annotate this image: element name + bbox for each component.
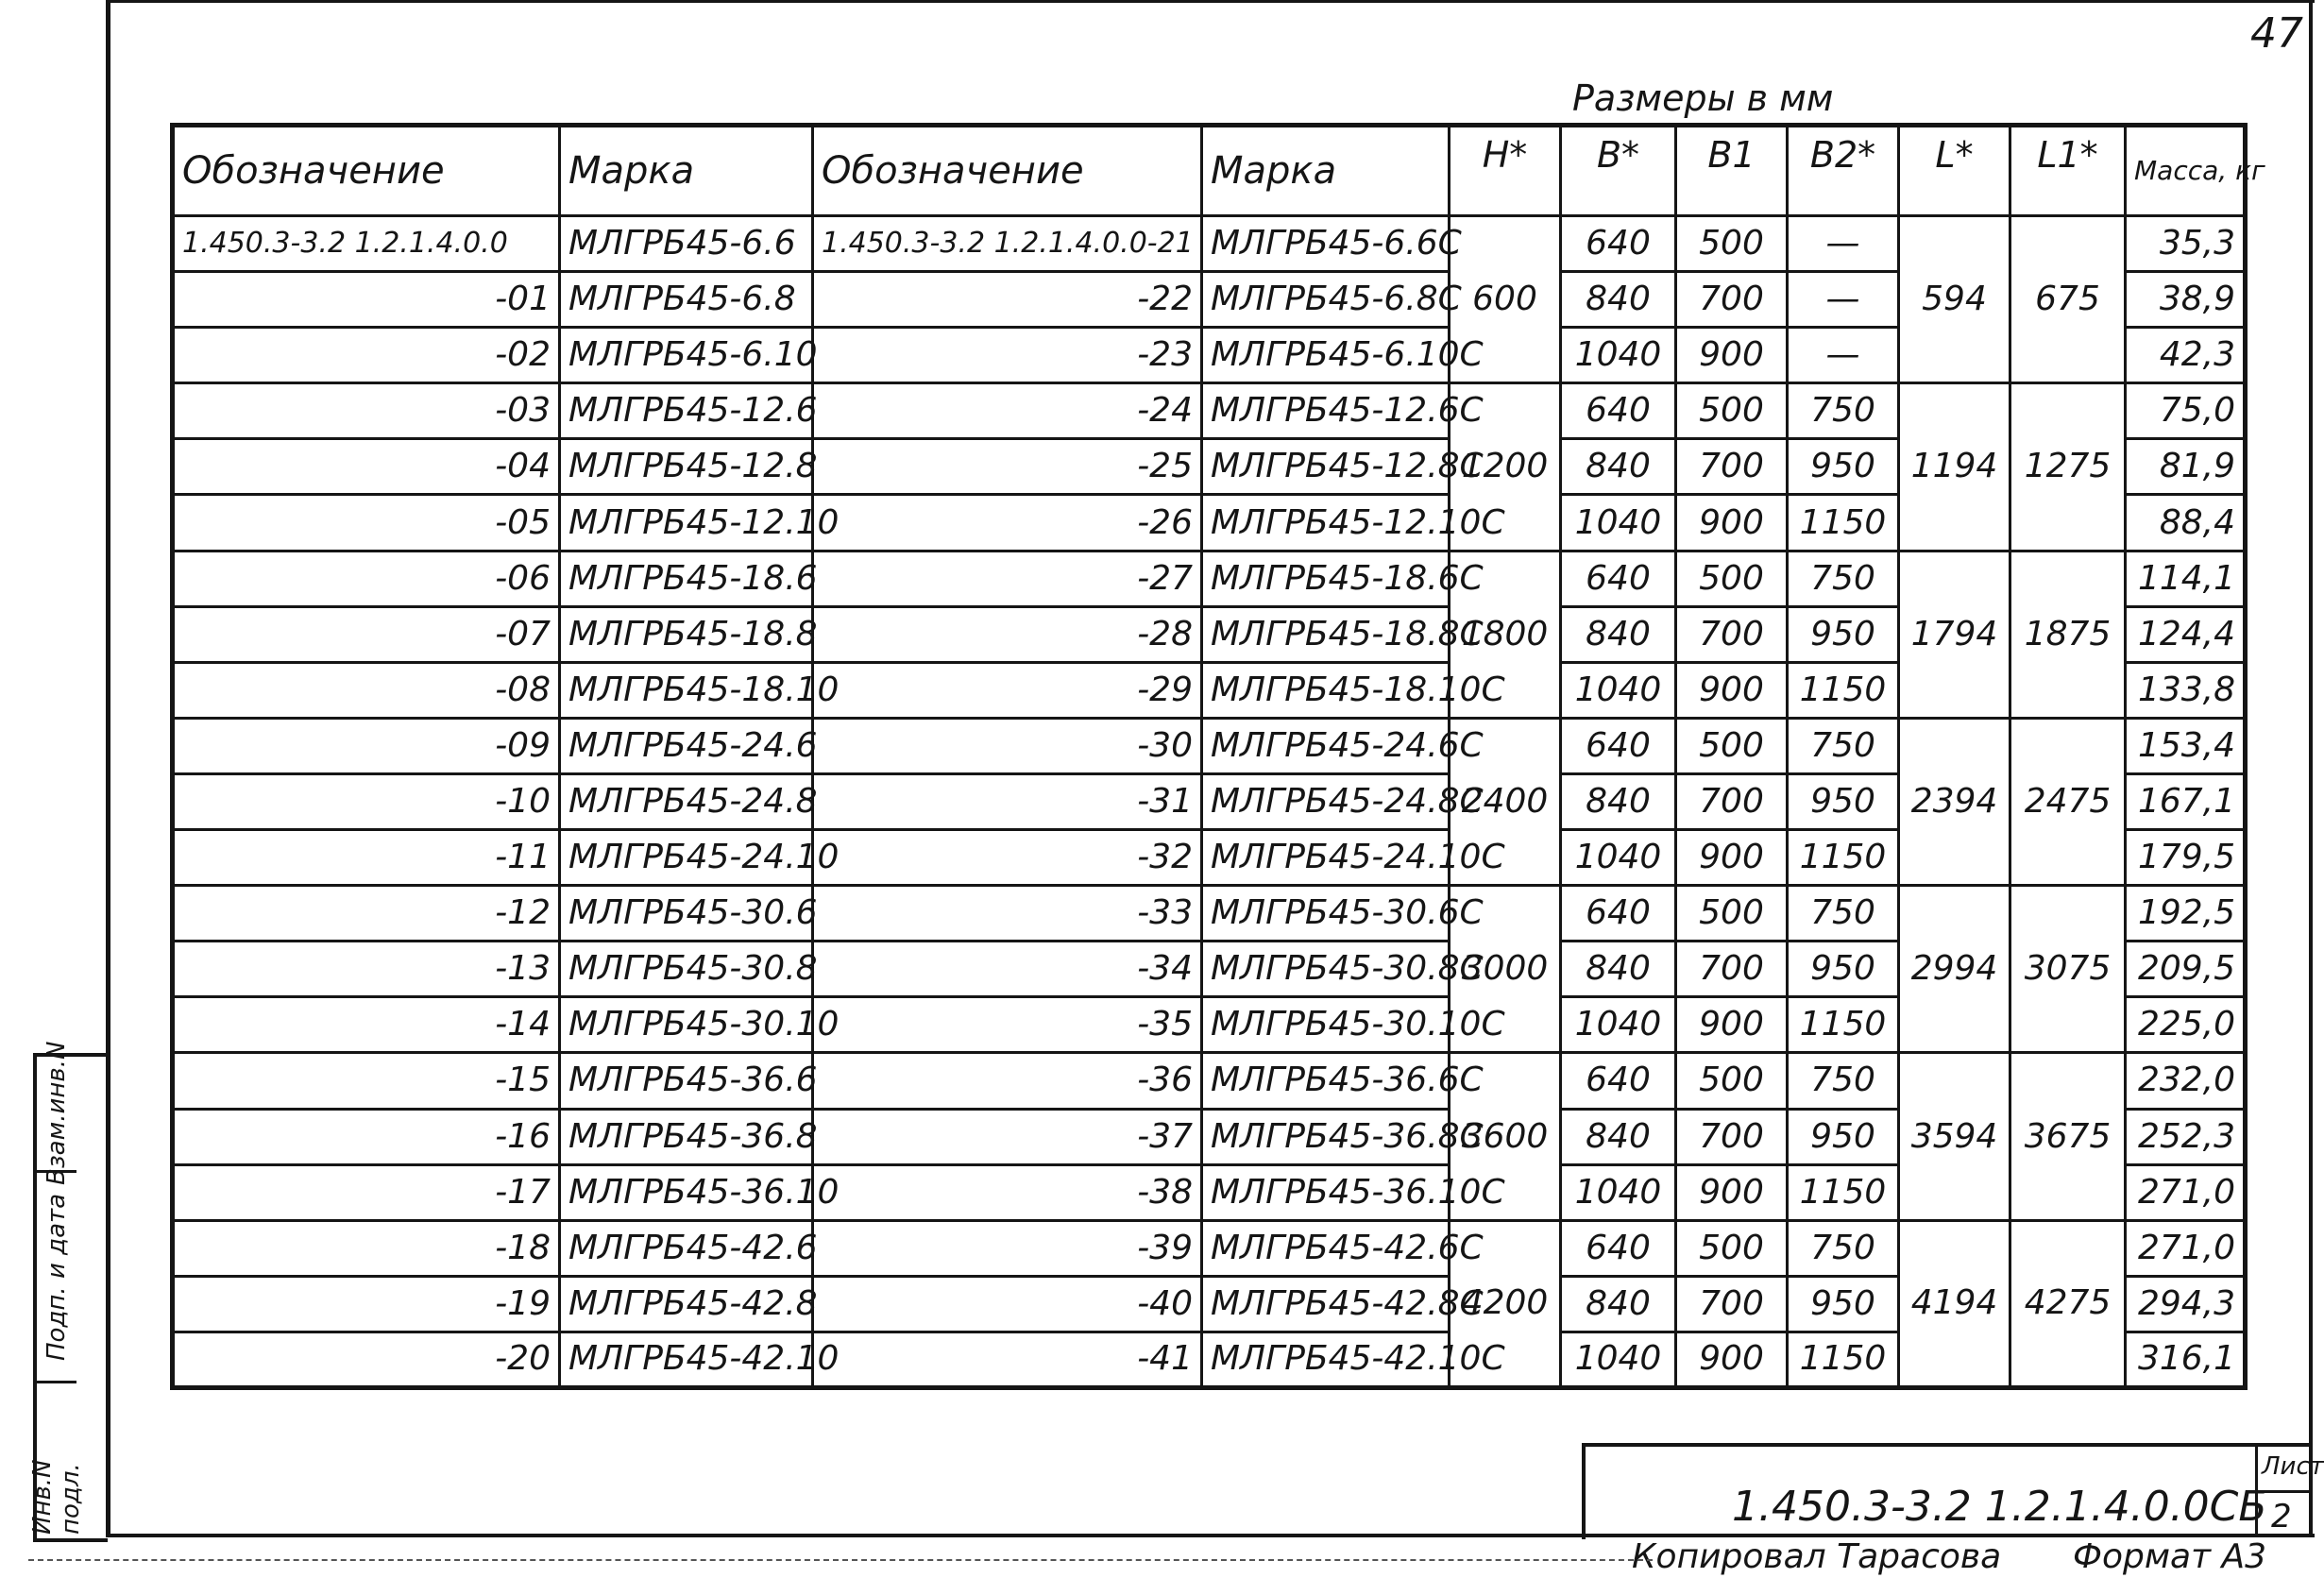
mark-cell: МЛГРБ45-42.10 (560, 1332, 813, 1387)
mark-2-cell: МЛГРБ45-6.10С (1202, 328, 1450, 383)
designation-2-cell: -35 (813, 997, 1202, 1053)
table-row (173, 551, 2246, 606)
page-number: 47 (2250, 9, 2303, 58)
b1-cell: 900 (1676, 1164, 1788, 1220)
b2-cell: 1150 (1788, 495, 1899, 551)
mass-cell: 271,0 (2126, 1220, 2246, 1276)
header-designation: Обозначение (173, 126, 560, 216)
mark-2-cell: МЛГРБ45-30.10С (1202, 997, 1450, 1053)
l1-cell: 4275 (2010, 1220, 2126, 1387)
mark-cell: МЛГРБ45-24.8 (560, 773, 813, 829)
side-label-signature-date: Подп. и дата (42, 1193, 71, 1361)
mark-cell: МЛГРБ45-18.10 (560, 662, 813, 718)
mark-cell: МЛГРБ45-18.8 (560, 606, 813, 662)
mark-cell: МЛГРБ45-12.10 (560, 495, 813, 551)
mark-2-cell: МЛГРБ45-42.8С (1202, 1276, 1450, 1332)
mass-cell: 35,3 (2126, 216, 2246, 272)
mark-cell: МЛГРБ45-24.10 (560, 830, 813, 886)
mark-2-cell: МЛГРБ45-6.8С (1202, 272, 1450, 328)
mark-2-cell: МЛГРБ45-18.8С (1202, 606, 1450, 662)
b-cell: 840 (1561, 272, 1676, 328)
designation-2-cell: -22 (813, 272, 1202, 328)
side-label-inventory: Инв.N подл. (28, 1459, 85, 1535)
header-b: B* (1561, 126, 1676, 216)
b2-cell: 950 (1788, 606, 1899, 662)
designation-2-cell: -40 (813, 1276, 1202, 1332)
b1-cell: 500 (1676, 383, 1788, 439)
table-row (173, 718, 2246, 773)
b-cell: 840 (1561, 942, 1676, 997)
designation-cell: -02 (173, 328, 560, 383)
mass-cell: 225,0 (2126, 997, 2246, 1053)
mark-cell: МЛГРБ45-36.6 (560, 1053, 813, 1109)
designation-cell: -01 (173, 272, 560, 328)
side-stamp-strip (28, 1041, 108, 1542)
title-block-code: 1.450.3-3.2 1.2.1.4.0.0СБ (1732, 1483, 2267, 1531)
b2-cell: 750 (1788, 383, 1899, 439)
b2-cell: 950 (1788, 1276, 1899, 1332)
b1-cell: 500 (1676, 1053, 1788, 1109)
b-cell: 840 (1561, 1109, 1676, 1164)
b2-cell: 750 (1788, 886, 1899, 942)
b2-cell: 750 (1788, 551, 1899, 606)
b1-cell: 500 (1676, 216, 1788, 272)
b-cell: 840 (1561, 606, 1676, 662)
designation-2-cell: -37 (813, 1109, 1202, 1164)
designation-2-cell: -31 (813, 773, 1202, 829)
designation-2-cell: -41 (813, 1332, 1202, 1387)
b-cell: 840 (1561, 773, 1676, 829)
designation-cell: -03 (173, 383, 560, 439)
h-cell: 600 (1450, 216, 1561, 383)
mass-cell: 252,3 (2126, 1109, 2246, 1164)
header-b1: B1 (1676, 126, 1788, 216)
b-cell: 640 (1561, 718, 1676, 773)
b1-cell: 500 (1676, 718, 1788, 773)
b1-cell: 500 (1676, 551, 1788, 606)
designation-2-cell: -25 (813, 439, 1202, 495)
table-row (173, 216, 2246, 272)
mark-cell: МЛГРБ45-30.8 (560, 942, 813, 997)
mark-2-cell: МЛГРБ45-36.8С (1202, 1109, 1450, 1164)
designation-2-cell: -36 (813, 1053, 1202, 1109)
b1-cell: 700 (1676, 272, 1788, 328)
l-cell: 1794 (1899, 551, 2010, 718)
b1-cell: 700 (1676, 942, 1788, 997)
b2-cell: 950 (1788, 773, 1899, 829)
mark-2-cell: МЛГРБ45-42.10С (1202, 1332, 1450, 1387)
b1-cell: 700 (1676, 1109, 1788, 1164)
specification-table (170, 123, 2265, 1390)
designation-cell: -12 (173, 886, 560, 942)
b2-cell: 1150 (1788, 997, 1899, 1053)
mass-cell: 316,1 (2126, 1332, 2246, 1387)
designation-2-cell: -30 (813, 718, 1202, 773)
header-l: L* (1899, 126, 2010, 216)
l1-cell: 3675 (2010, 1053, 2126, 1220)
designation-cell: -13 (173, 942, 560, 997)
mass-cell: 38,9 (2126, 272, 2246, 328)
sheet-label: Лист (2262, 1452, 2324, 1481)
frame-top-line (106, 0, 2315, 3)
b2-cell: 1150 (1788, 1332, 1899, 1387)
b-cell: 1040 (1561, 830, 1676, 886)
designation-cell: -20 (173, 1332, 560, 1387)
b-cell: 1040 (1561, 328, 1676, 383)
mark-2-cell: МЛГРБ45-24.6С (1202, 718, 1450, 773)
mark-cell: МЛГРБ45-42.6 (560, 1220, 813, 1276)
header-mark-2: Марка (1202, 126, 1450, 216)
mass-cell: 133,8 (2126, 662, 2246, 718)
mark-2-cell: МЛГРБ45-12.10С (1202, 495, 1450, 551)
b2-cell: 950 (1788, 1109, 1899, 1164)
b-cell: 640 (1561, 551, 1676, 606)
b-cell: 840 (1561, 1276, 1676, 1332)
format-note: Формат А3 (2073, 1537, 2267, 1576)
trim-line (28, 1559, 1653, 1561)
b1-cell: 900 (1676, 997, 1788, 1053)
b-cell: 1040 (1561, 997, 1676, 1053)
l1-cell: 2475 (2010, 718, 2126, 885)
designation-cell: -04 (173, 439, 560, 495)
mass-cell: 179,5 (2126, 830, 2246, 886)
mass-cell: 294,3 (2126, 1276, 2246, 1332)
designation-cell: 1.450.3-3.2 1.2.1.4.0.0 (173, 216, 560, 272)
b2-cell: 750 (1788, 1220, 1899, 1276)
designation-2-cell: -23 (813, 328, 1202, 383)
b2-cell: 950 (1788, 942, 1899, 997)
designation-cell: -09 (173, 718, 560, 773)
side-cell-bottom (28, 1383, 85, 1535)
b1-cell: 700 (1676, 773, 1788, 829)
table-header-row (173, 126, 2246, 216)
dimensions-caption: Размеры в мм (1572, 77, 1834, 119)
mark-2-cell: МЛГРБ45-12.8С (1202, 439, 1450, 495)
mark-cell: МЛГРБ45-6.10 (560, 328, 813, 383)
mark-cell: МЛГРБ45-42.8 (560, 1276, 813, 1332)
mark-cell: МЛГРБ45-24.6 (560, 718, 813, 773)
mark-2-cell: МЛГРБ45-30.8С (1202, 942, 1450, 997)
header-h: H* (1450, 126, 1561, 216)
b-cell: 840 (1561, 439, 1676, 495)
mass-cell: 271,0 (2126, 1164, 2246, 1220)
header-designation-2: Обозначение (813, 126, 1202, 216)
table-row (173, 383, 2246, 439)
specification-body (173, 216, 2246, 1388)
table-row (173, 1220, 2246, 1276)
l1-cell: 3075 (2010, 886, 2126, 1053)
b2-cell: 750 (1788, 1053, 1899, 1109)
mass-cell: 42,3 (2126, 328, 2246, 383)
b-cell: 640 (1561, 1220, 1676, 1276)
mass-cell: 209,5 (2126, 942, 2246, 997)
b2-cell: 1150 (1788, 662, 1899, 718)
b-cell: 640 (1561, 886, 1676, 942)
b2-cell: 1150 (1788, 830, 1899, 886)
b2-cell: — (1788, 328, 1899, 383)
l1-cell: 675 (2010, 216, 2126, 383)
designation-2-cell: 1.450.3-3.2 1.2.1.4.0.0-21 (813, 216, 1202, 272)
b2-cell: 950 (1788, 439, 1899, 495)
mark-2-cell: МЛГРБ45-24.10С (1202, 830, 1450, 886)
mark-2-cell: МЛГРБ45-18.10С (1202, 662, 1450, 718)
h-cell: 2400 (1450, 718, 1561, 885)
title-block (1582, 1443, 2324, 1539)
b1-cell: 500 (1676, 1220, 1788, 1276)
header-b2: B2* (1788, 126, 1899, 216)
b1-cell: 900 (1676, 662, 1788, 718)
mass-cell: 232,0 (2126, 1053, 2246, 1109)
mass-cell: 192,5 (2126, 886, 2246, 942)
side-cell-top (37, 1041, 76, 1186)
b-cell: 1040 (1561, 495, 1676, 551)
h-cell: 3000 (1450, 886, 1561, 1053)
b1-cell: 500 (1676, 886, 1788, 942)
l-cell: 4194 (1899, 1220, 2010, 1387)
side-cell-middle (37, 1173, 76, 1383)
mark-cell: МЛГРБ45-18.6 (560, 551, 813, 606)
designation-2-cell: -27 (813, 551, 1202, 606)
designation-2-cell: -28 (813, 606, 1202, 662)
designation-cell: -17 (173, 1164, 560, 1220)
b-cell: 640 (1561, 216, 1676, 272)
b-cell: 1040 (1561, 662, 1676, 718)
designation-cell: -08 (173, 662, 560, 718)
b1-cell: 900 (1676, 830, 1788, 886)
b1-cell: 900 (1676, 495, 1788, 551)
mark-2-cell: МЛГРБ45-6.6С (1202, 216, 1450, 272)
b2-cell: — (1788, 216, 1899, 272)
mass-cell: 81,9 (2126, 439, 2246, 495)
h-cell: 4200 (1450, 1220, 1561, 1387)
designation-cell: -19 (173, 1276, 560, 1332)
mass-cell: 75,0 (2126, 383, 2246, 439)
designation-2-cell: -38 (813, 1164, 1202, 1220)
b-cell: 640 (1561, 1053, 1676, 1109)
designation-cell: -06 (173, 551, 560, 606)
mark-2-cell: МЛГРБ45-36.6С (1202, 1053, 1450, 1109)
designation-cell: -10 (173, 773, 560, 829)
designation-cell: -07 (173, 606, 560, 662)
header-l1: L1* (2010, 126, 2126, 216)
l-cell: 3594 (1899, 1053, 2010, 1220)
l-cell: 1194 (1899, 383, 2010, 551)
designation-2-cell: -29 (813, 662, 1202, 718)
b1-cell: 700 (1676, 606, 1788, 662)
b-cell: 1040 (1561, 1332, 1676, 1387)
designation-cell: -05 (173, 495, 560, 551)
side-label-replacement: Взам.инв.N (42, 1041, 71, 1186)
h-cell: 3600 (1450, 1053, 1561, 1220)
header-mark: Марка (560, 126, 813, 216)
designation-cell: -14 (173, 997, 560, 1053)
designation-2-cell: -32 (813, 830, 1202, 886)
mark-cell: МЛГРБ45-12.8 (560, 439, 813, 495)
l-cell: 2394 (1899, 718, 2010, 885)
table-row (173, 886, 2246, 942)
sheet-divider (2258, 1490, 2313, 1493)
sheet-box (2255, 1447, 2324, 1536)
designation-cell: -16 (173, 1109, 560, 1164)
mark-cell: МЛГРБ45-36.10 (560, 1164, 813, 1220)
mark-2-cell: МЛГРБ45-42.6С (1202, 1220, 1450, 1276)
designation-2-cell: -39 (813, 1220, 1202, 1276)
mark-2-cell: МЛГРБ45-36.10С (1202, 1164, 1450, 1220)
l-cell: 594 (1899, 216, 2010, 383)
mark-cell: МЛГРБ45-12.6 (560, 383, 813, 439)
mark-2-cell: МЛГРБ45-12.6С (1202, 383, 1450, 439)
mark-cell: МЛГРБ45-6.6 (560, 216, 813, 272)
mass-cell: 114,1 (2126, 551, 2246, 606)
l1-cell: 1275 (2010, 383, 2126, 551)
mass-cell: 167,1 (2126, 773, 2246, 829)
b1-cell: 700 (1676, 439, 1788, 495)
designation-2-cell: -24 (813, 383, 1202, 439)
b1-cell: 700 (1676, 1276, 1788, 1332)
mark-2-cell: МЛГРБ45-24.8С (1202, 773, 1450, 829)
designation-cell: -11 (173, 830, 560, 886)
h-cell: 1800 (1450, 551, 1561, 718)
mass-cell: 88,4 (2126, 495, 2246, 551)
designation-cell: -15 (173, 1053, 560, 1109)
copied-by-note: Копировал Тарасова (1632, 1537, 2002, 1576)
designation-cell: -18 (173, 1220, 560, 1276)
mark-cell: МЛГРБ45-30.6 (560, 886, 813, 942)
b2-cell: 750 (1788, 718, 1899, 773)
mass-cell: 124,4 (2126, 606, 2246, 662)
header-mass: Масса, кг (2126, 126, 2246, 216)
b-cell: 640 (1561, 383, 1676, 439)
mark-cell: МЛГРБ45-30.10 (560, 997, 813, 1053)
frame-right-line (2309, 0, 2313, 1537)
mark-cell: МЛГРБ45-36.8 (560, 1109, 813, 1164)
l1-cell: 1875 (2010, 551, 2126, 718)
table-row (173, 1053, 2246, 1109)
b2-cell: — (1788, 272, 1899, 328)
sheet-number: 2 (2271, 1498, 2292, 1536)
b2-cell: 1150 (1788, 1164, 1899, 1220)
designation-2-cell: -34 (813, 942, 1202, 997)
mark-2-cell: МЛГРБ45-30.6С (1202, 886, 1450, 942)
b1-cell: 900 (1676, 328, 1788, 383)
mark-2-cell: МЛГРБ45-18.6С (1202, 551, 1450, 606)
mark-cell: МЛГРБ45-6.8 (560, 272, 813, 328)
b-cell: 1040 (1561, 1164, 1676, 1220)
designation-2-cell: -33 (813, 886, 1202, 942)
designation-2-cell: -26 (813, 495, 1202, 551)
h-cell: 1200 (1450, 383, 1561, 551)
l-cell: 2994 (1899, 886, 2010, 1053)
mass-cell: 153,4 (2126, 718, 2246, 773)
b1-cell: 900 (1676, 1332, 1788, 1387)
